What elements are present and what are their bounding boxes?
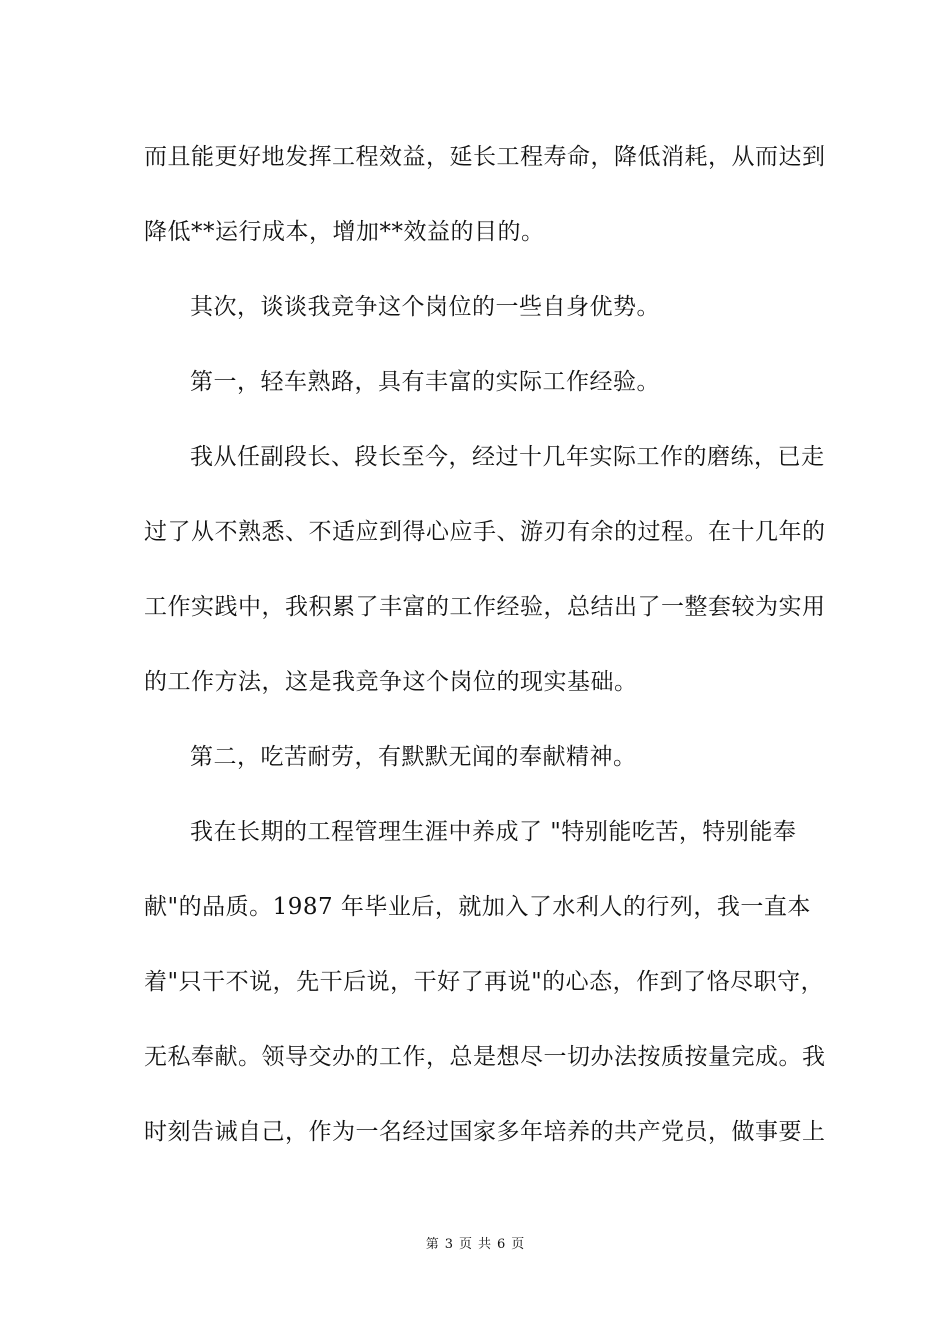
footer-total-pages: 6 <box>497 1237 506 1252</box>
paragraph-line: 的工作方法，这是我竞争这个岗位的现实基础。 <box>144 669 638 695</box>
paragraph-line: 第二，吃苦耐劳，有默默无闻的奉献精神。 <box>190 744 637 770</box>
paragraph-line: 无私奉献。领导交办的工作，总是想尽一切办法按质按量完成。我 <box>144 1044 826 1070</box>
paragraph-line: 我在长期的工程管理生涯中养成了 "特别能吃苦，特别能奉 <box>190 819 797 845</box>
paragraph-line: 时刻告诫自己，作为一名经过国家多年培养的共产党员，做事要上 <box>144 1119 826 1145</box>
paragraph-line: 过了从不熟悉、不适应到得心应手、游刃有余的过程。在十几年的 <box>144 519 826 545</box>
paragraph-line: 其次，谈谈我竞争这个岗位的一些自身优势。 <box>190 294 660 320</box>
footer-total-word: 共 <box>478 1237 492 1252</box>
paragraph-line: 献"的品质。1987 年毕业后，就加入了水利人的行列，我一直本 <box>144 894 811 920</box>
paragraph-line: 第一，轻车熟路，具有丰富的实际工作经验。 <box>190 369 660 395</box>
paragraph-line: 工作实践中，我积累了丰富的工作经验，总结出了一整套较为实用 <box>144 594 826 620</box>
footer-prefix: 第 <box>425 1237 439 1252</box>
paragraph-line: 着"只干不说，先干后说，干好了再说"的心态，作到了恪尽职守， <box>144 969 825 995</box>
footer-page-word: 页 <box>458 1237 472 1252</box>
footer-current-page: 3 <box>444 1237 453 1252</box>
footer-suffix: 页 <box>511 1237 525 1252</box>
paragraph-line: 我从任副段长、段长至今，经过十几年实际工作的磨练，已走 <box>190 444 825 470</box>
paragraph-line: 而且能更好地发挥工程效益，延长工程寿命，降低消耗，从而达到 <box>144 144 826 170</box>
page-footer <box>0 1236 950 1254</box>
paragraph-line: 降低**运行成本，增加**效益的目的。 <box>144 219 545 245</box>
